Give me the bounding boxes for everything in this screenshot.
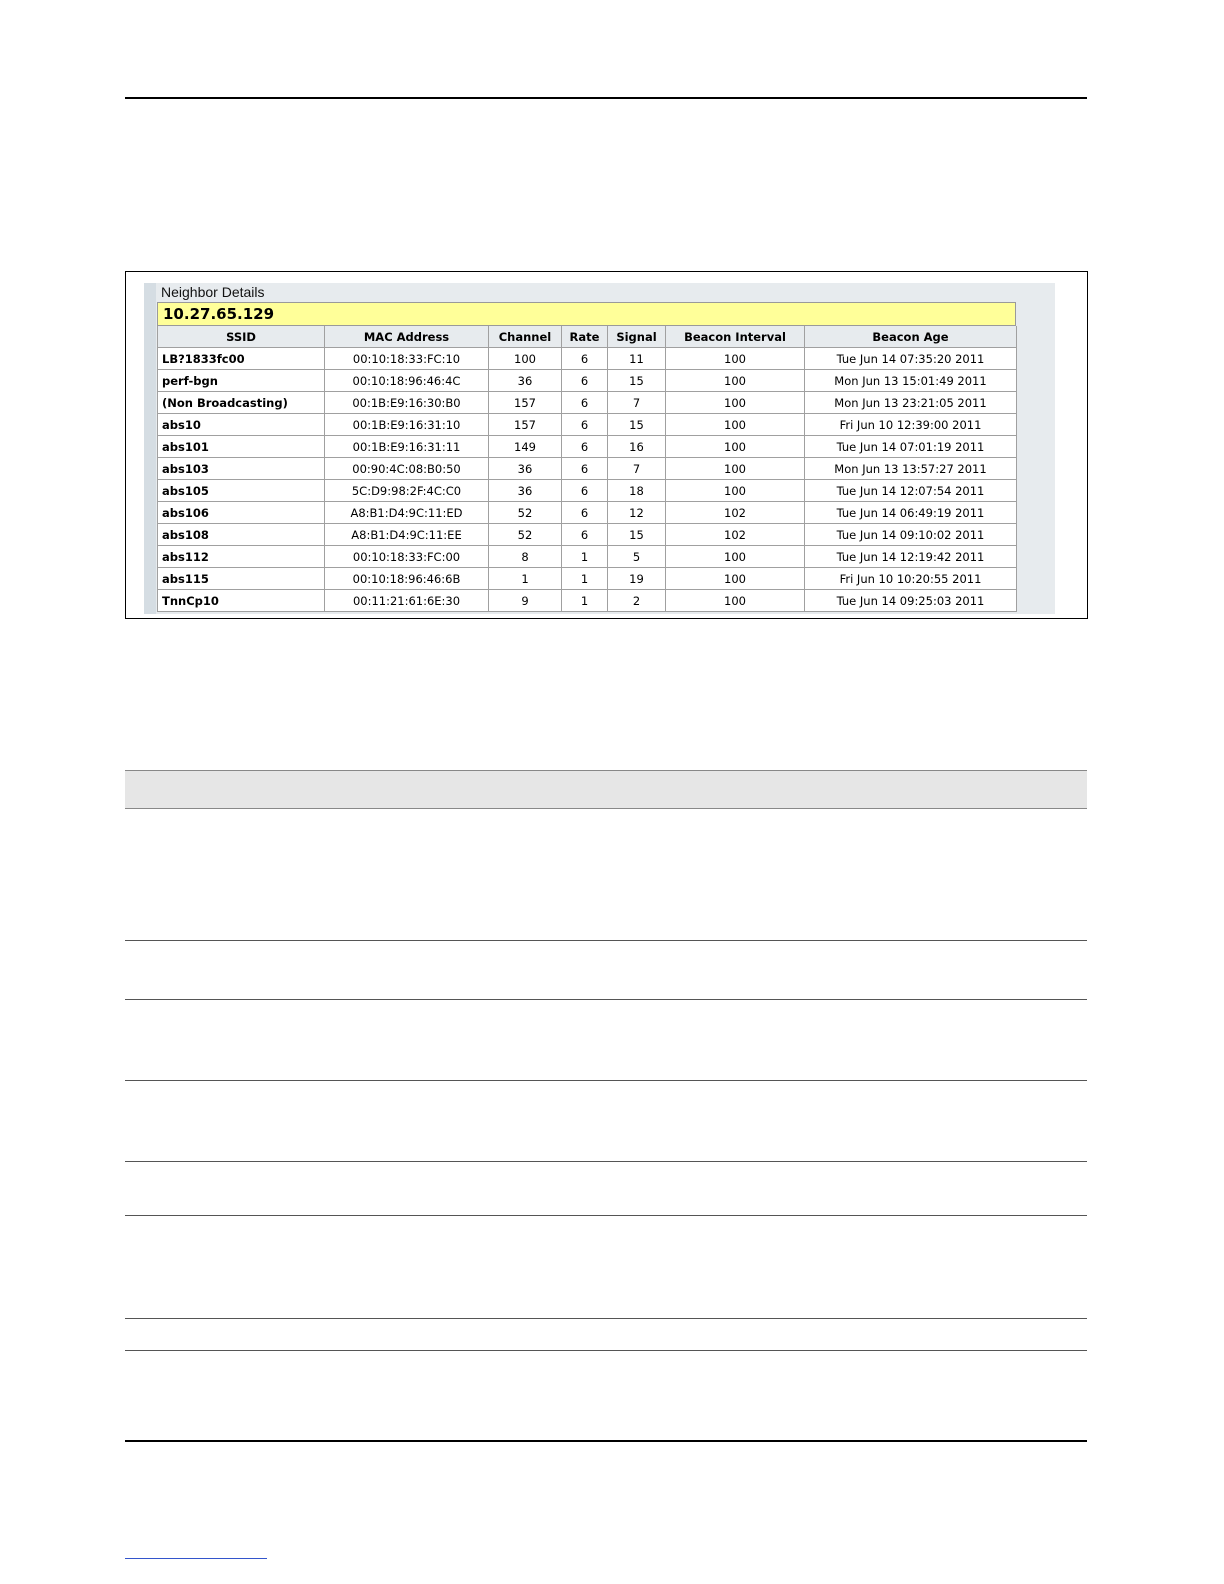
table-row	[158, 414, 1017, 436]
table-row	[158, 546, 1017, 568]
cell-signal: 2	[608, 590, 666, 612]
col-header-beacon-interval: Beacon Interval	[666, 326, 805, 348]
cell-beacon-interval: 100	[666, 568, 805, 590]
cell-beacon-interval: 100	[666, 370, 805, 392]
cell-mac: 00:1B:E9:16:31:10	[325, 414, 489, 436]
cell-ssid: abs105	[158, 480, 325, 502]
cell-signal: 15	[608, 414, 666, 436]
col-header-rate: Rate	[562, 326, 608, 348]
cell-signal: 19	[608, 568, 666, 590]
cell-beacon-age: Tue Jun 14 12:19:42 2011	[805, 546, 1017, 568]
cell-ssid: abs112	[158, 546, 325, 568]
cell-beacon-age: Tue Jun 14 09:10:02 2011	[805, 524, 1017, 546]
cell-beacon-interval: 100	[666, 546, 805, 568]
cell-rate: 6	[562, 524, 608, 546]
table-row	[158, 480, 1017, 502]
table-row	[158, 568, 1017, 590]
lower-table-row-divider	[125, 1318, 1087, 1319]
cell-mac: 00:1B:E9:16:31:11	[325, 436, 489, 458]
table-header-row	[158, 326, 1017, 348]
cell-channel: 1	[489, 568, 562, 590]
cell-beacon-age: Mon Jun 13 23:21:05 2011	[805, 392, 1017, 414]
lower-table-header	[125, 770, 1087, 809]
cell-ssid: abs115	[158, 568, 325, 590]
cell-rate: 6	[562, 458, 608, 480]
cell-beacon-age: Mon Jun 13 15:01:49 2011	[805, 370, 1017, 392]
cell-beacon-age: Mon Jun 13 13:57:27 2011	[805, 458, 1017, 480]
cell-ssid: TnnCp10	[158, 590, 325, 612]
cell-mac: A8:B1:D4:9C:11:EE	[325, 524, 489, 546]
cell-signal: 15	[608, 524, 666, 546]
cell-mac: 00:10:18:96:46:6B	[325, 568, 489, 590]
cell-beacon-interval: 100	[666, 414, 805, 436]
lower-table-row-divider	[125, 999, 1087, 1000]
cell-beacon-interval: 102	[666, 524, 805, 546]
cell-channel: 52	[489, 524, 562, 546]
cell-beacon-interval: 100	[666, 590, 805, 612]
panel-left-bar	[144, 283, 156, 614]
cell-ssid: abs101	[158, 436, 325, 458]
col-header-signal: Signal	[608, 326, 666, 348]
col-header-ssid: SSID	[158, 326, 325, 348]
cell-signal: 7	[608, 392, 666, 414]
cell-channel: 8	[489, 546, 562, 568]
table-row	[158, 436, 1017, 458]
cell-channel: 36	[489, 458, 562, 480]
cell-mac: 5C:D9:98:2F:4C:C0	[325, 480, 489, 502]
cell-rate: 6	[562, 502, 608, 524]
cell-signal: 15	[608, 370, 666, 392]
cell-mac: 00:90:4C:08:B0:50	[325, 458, 489, 480]
col-header-beacon-age: Beacon Age	[805, 326, 1017, 348]
cell-channel: 100	[489, 348, 562, 370]
neighbor-table	[157, 326, 1017, 612]
cell-beacon-age: Fri Jun 10 10:20:55 2011	[805, 568, 1017, 590]
cell-mac: 00:10:18:96:46:4C	[325, 370, 489, 392]
cell-signal: 5	[608, 546, 666, 568]
table-row	[158, 524, 1017, 546]
cell-rate: 1	[562, 590, 608, 612]
lower-table-row-divider	[125, 940, 1087, 941]
cell-beacon-age: Tue Jun 14 09:25:03 2011	[805, 590, 1017, 612]
cell-channel: 36	[489, 480, 562, 502]
cell-mac: A8:B1:D4:9C:11:ED	[325, 502, 489, 524]
cell-signal: 11	[608, 348, 666, 370]
cell-signal: 16	[608, 436, 666, 458]
cell-channel: 157	[489, 414, 562, 436]
neighbor-details-panel	[144, 283, 1055, 614]
cell-ssid: abs103	[158, 458, 325, 480]
cell-ssid: (Non Broadcasting)	[158, 392, 325, 414]
lower-table-row-divider	[125, 1215, 1087, 1216]
page-footer-rule	[125, 1440, 1087, 1442]
cell-beacon-age: Tue Jun 14 06:49:19 2011	[805, 502, 1017, 524]
cell-beacon-interval: 100	[666, 348, 805, 370]
lower-table-row-divider	[125, 1080, 1087, 1081]
cell-rate: 6	[562, 436, 608, 458]
cell-beacon-interval: 100	[666, 458, 805, 480]
cell-channel: 52	[489, 502, 562, 524]
lower-table-row-divider	[125, 1350, 1087, 1351]
panel-title: Neighbor Details	[161, 284, 265, 300]
cell-mac: 00:10:18:33:FC:10	[325, 348, 489, 370]
cell-rate: 1	[562, 546, 608, 568]
table-row	[158, 458, 1017, 480]
cell-rate: 6	[562, 414, 608, 436]
cell-ssid: LB?1833fc00	[158, 348, 325, 370]
cell-rate: 6	[562, 370, 608, 392]
cell-beacon-interval: 100	[666, 480, 805, 502]
cell-rate: 6	[562, 348, 608, 370]
neighbor-details-screenshot	[125, 271, 1088, 619]
col-header-mac: MAC Address	[325, 326, 489, 348]
cell-channel: 149	[489, 436, 562, 458]
cell-channel: 157	[489, 392, 562, 414]
cell-rate: 6	[562, 392, 608, 414]
table-row	[158, 502, 1017, 524]
cell-signal: 7	[608, 458, 666, 480]
cell-ssid: abs10	[158, 414, 325, 436]
col-header-channel: Channel	[489, 326, 562, 348]
cell-beacon-age: Tue Jun 14 12:07:54 2011	[805, 480, 1017, 502]
cell-beacon-interval: 100	[666, 392, 805, 414]
table-body	[158, 348, 1017, 612]
cell-ssid: perf-bgn	[158, 370, 325, 392]
cell-rate: 1	[562, 568, 608, 590]
cell-beacon-age: Tue Jun 14 07:01:19 2011	[805, 436, 1017, 458]
cell-beacon-interval: 100	[666, 436, 805, 458]
cell-beacon-age: Tue Jun 14 07:35:20 2011	[805, 348, 1017, 370]
table-row	[158, 590, 1017, 612]
cell-mac: 00:10:18:33:FC:00	[325, 546, 489, 568]
footnote-rule	[125, 1558, 267, 1559]
cell-rate: 6	[562, 480, 608, 502]
cell-channel: 36	[489, 370, 562, 392]
page-header-rule	[125, 97, 1087, 99]
table-row	[158, 392, 1017, 414]
cell-mac: 00:11:21:61:6E:30	[325, 590, 489, 612]
cell-ssid: abs108	[158, 524, 325, 546]
cell-channel: 9	[489, 590, 562, 612]
cell-ssid: abs106	[158, 502, 325, 524]
table-row	[158, 370, 1017, 392]
cell-beacon-interval: 102	[666, 502, 805, 524]
lower-table-row-divider	[125, 1161, 1087, 1162]
ip-address-bar: 10.27.65.129	[157, 302, 1016, 326]
table-row	[158, 348, 1017, 370]
cell-beacon-age: Fri Jun 10 12:39:00 2011	[805, 414, 1017, 436]
cell-signal: 18	[608, 480, 666, 502]
cell-mac: 00:1B:E9:16:30:B0	[325, 392, 489, 414]
cell-signal: 12	[608, 502, 666, 524]
